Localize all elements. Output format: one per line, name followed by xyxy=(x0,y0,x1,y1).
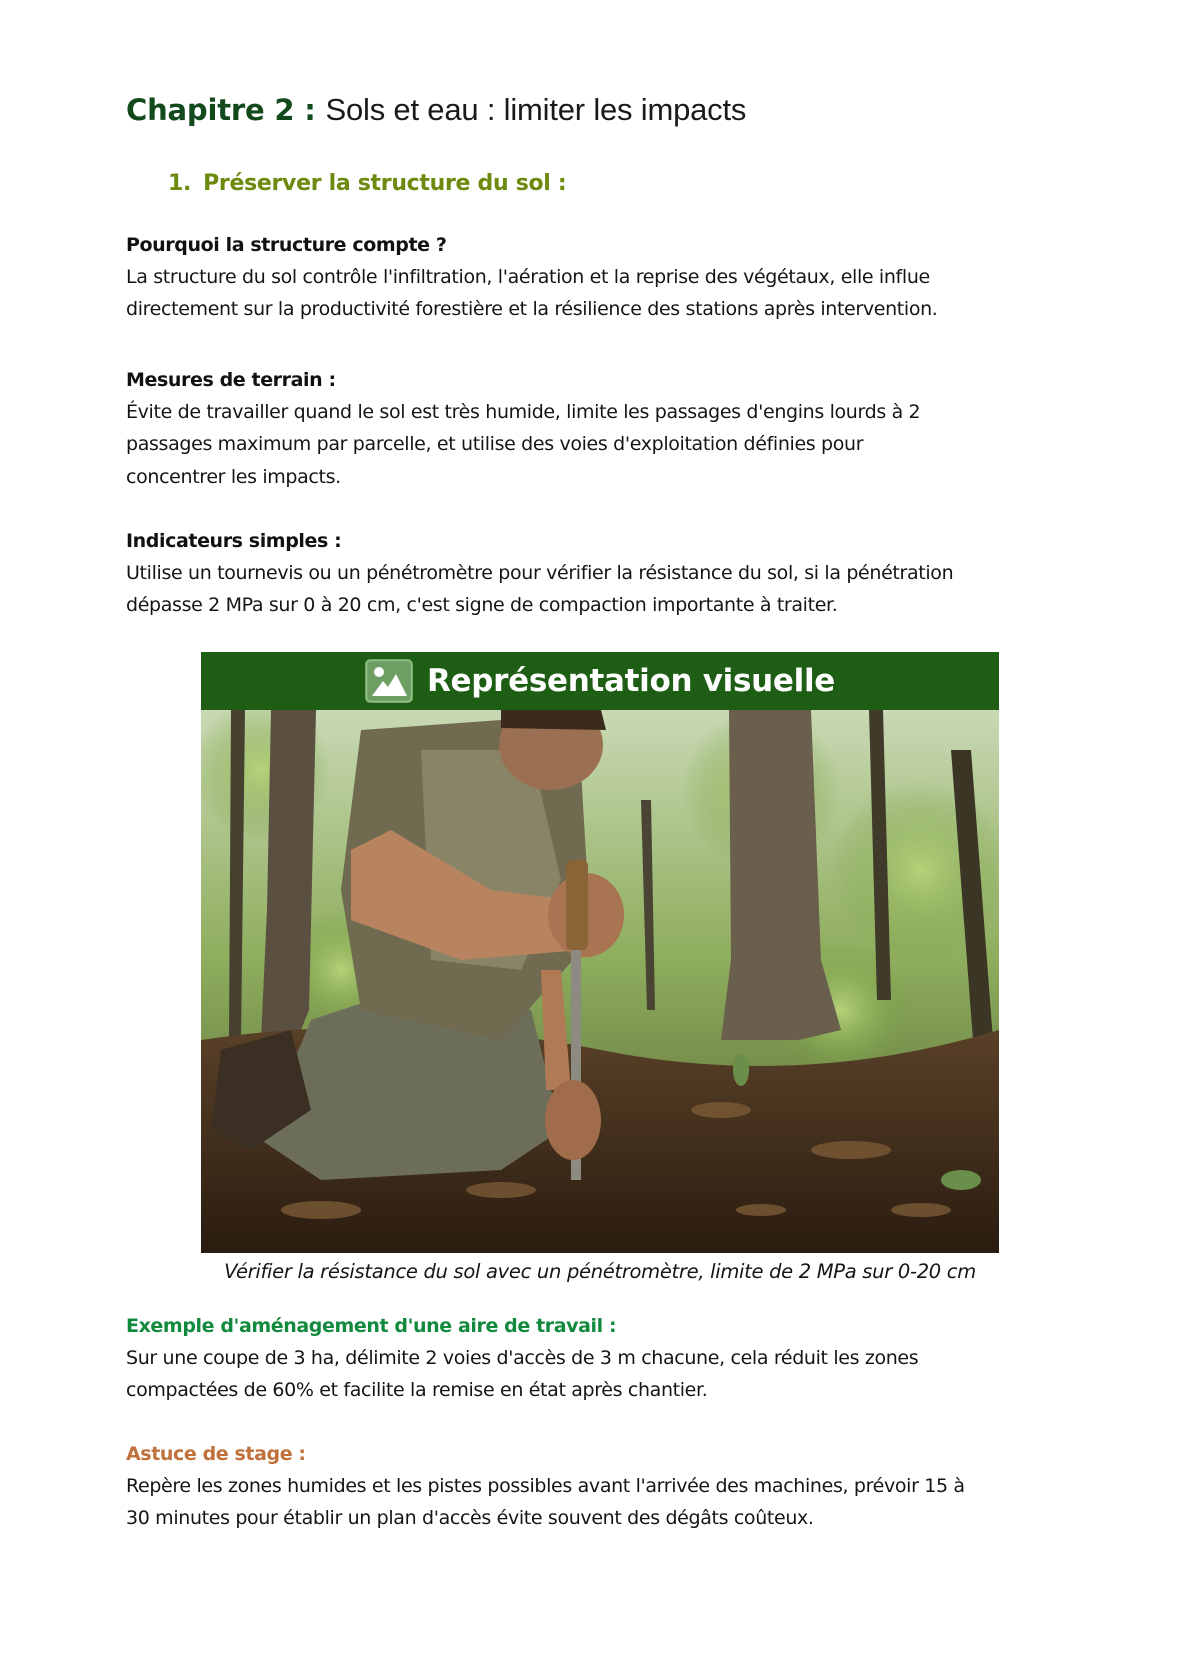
body-line: Évite de travailler quand le sol est très humide, limite les passages d'engins lourds à 2 xyxy=(126,401,921,423)
example-body xyxy=(126,1342,1086,1407)
figure-banner-title: Représentation visuelle xyxy=(426,663,836,699)
body-line: Utilise un tournevis ou un pénétromètre pour vérifier la résistance du sol, si la pénétration xyxy=(126,562,954,584)
body-line: La structure du sol contrôle l'infiltration, l'aération et la reprise des végétaux, elle influe xyxy=(126,266,930,288)
tip-label: Astuce de stage : xyxy=(126,1443,306,1465)
field-measures-block xyxy=(126,364,1086,493)
body-line: dépasse 2 MPa sur 0 à 20 cm, c'est signe de compaction importante à traiter. xyxy=(126,594,838,617)
body-line: 30 minutes pour établir un plan d'accès évite souvent des dégâts coûteux. xyxy=(126,1507,814,1530)
figure-banner xyxy=(201,652,999,710)
chapter-subtitle: Sols et eau : limiter les impacts xyxy=(325,92,747,127)
chapter-title xyxy=(126,90,746,130)
body-line: Repère les zones humides et les pistes possibles avant l'arrivée des machines, prévoir 15 à xyxy=(126,1475,965,1497)
body-line: passages maximum par parcelle, et utilise des voies d'exploitation définies pour xyxy=(126,433,864,456)
figure-caption: Vérifier la résistance du sol avec un pénétromètre, limite de 2 MPa sur 0-20 cm xyxy=(224,1260,976,1283)
example-label: Exemple d'aménagement d'une aire de travail : xyxy=(126,1315,617,1337)
body-line: compactées de 60% et facilite la remise en état après chantier. xyxy=(126,1379,708,1402)
simple-indicators-block xyxy=(126,525,1086,622)
tip-body xyxy=(126,1470,1086,1535)
block-label: Indicateurs simples : xyxy=(126,530,342,552)
block-label: Pourquoi la structure compte ? xyxy=(126,234,447,256)
section-heading xyxy=(168,168,566,200)
block-label: Mesures de terrain : xyxy=(126,369,336,391)
section-title: Préserver la structure du sol : xyxy=(203,171,567,196)
visual-representation-figure xyxy=(201,652,999,1253)
forest-soil-penetrometer-photo xyxy=(201,710,999,1253)
block-body xyxy=(126,396,1086,493)
example-block xyxy=(126,1310,1086,1407)
image-icon xyxy=(365,659,413,703)
body-line: Sur une coupe de 3 ha, délimite 2 voies d'accès de 3 m chacune, cela réduit les zones xyxy=(126,1347,919,1369)
internship-tip-block xyxy=(126,1438,1086,1535)
block-body xyxy=(126,261,1086,326)
chapter-prefix: Chapitre 2 : xyxy=(126,93,316,127)
body-line: directement sur la productivité forestière et la résilience des stations après intervention. xyxy=(126,298,938,321)
section-number: 1. xyxy=(168,171,192,196)
why-structure-block xyxy=(126,229,1086,326)
block-body xyxy=(126,557,1086,622)
body-line: concentrer les impacts. xyxy=(126,465,341,488)
